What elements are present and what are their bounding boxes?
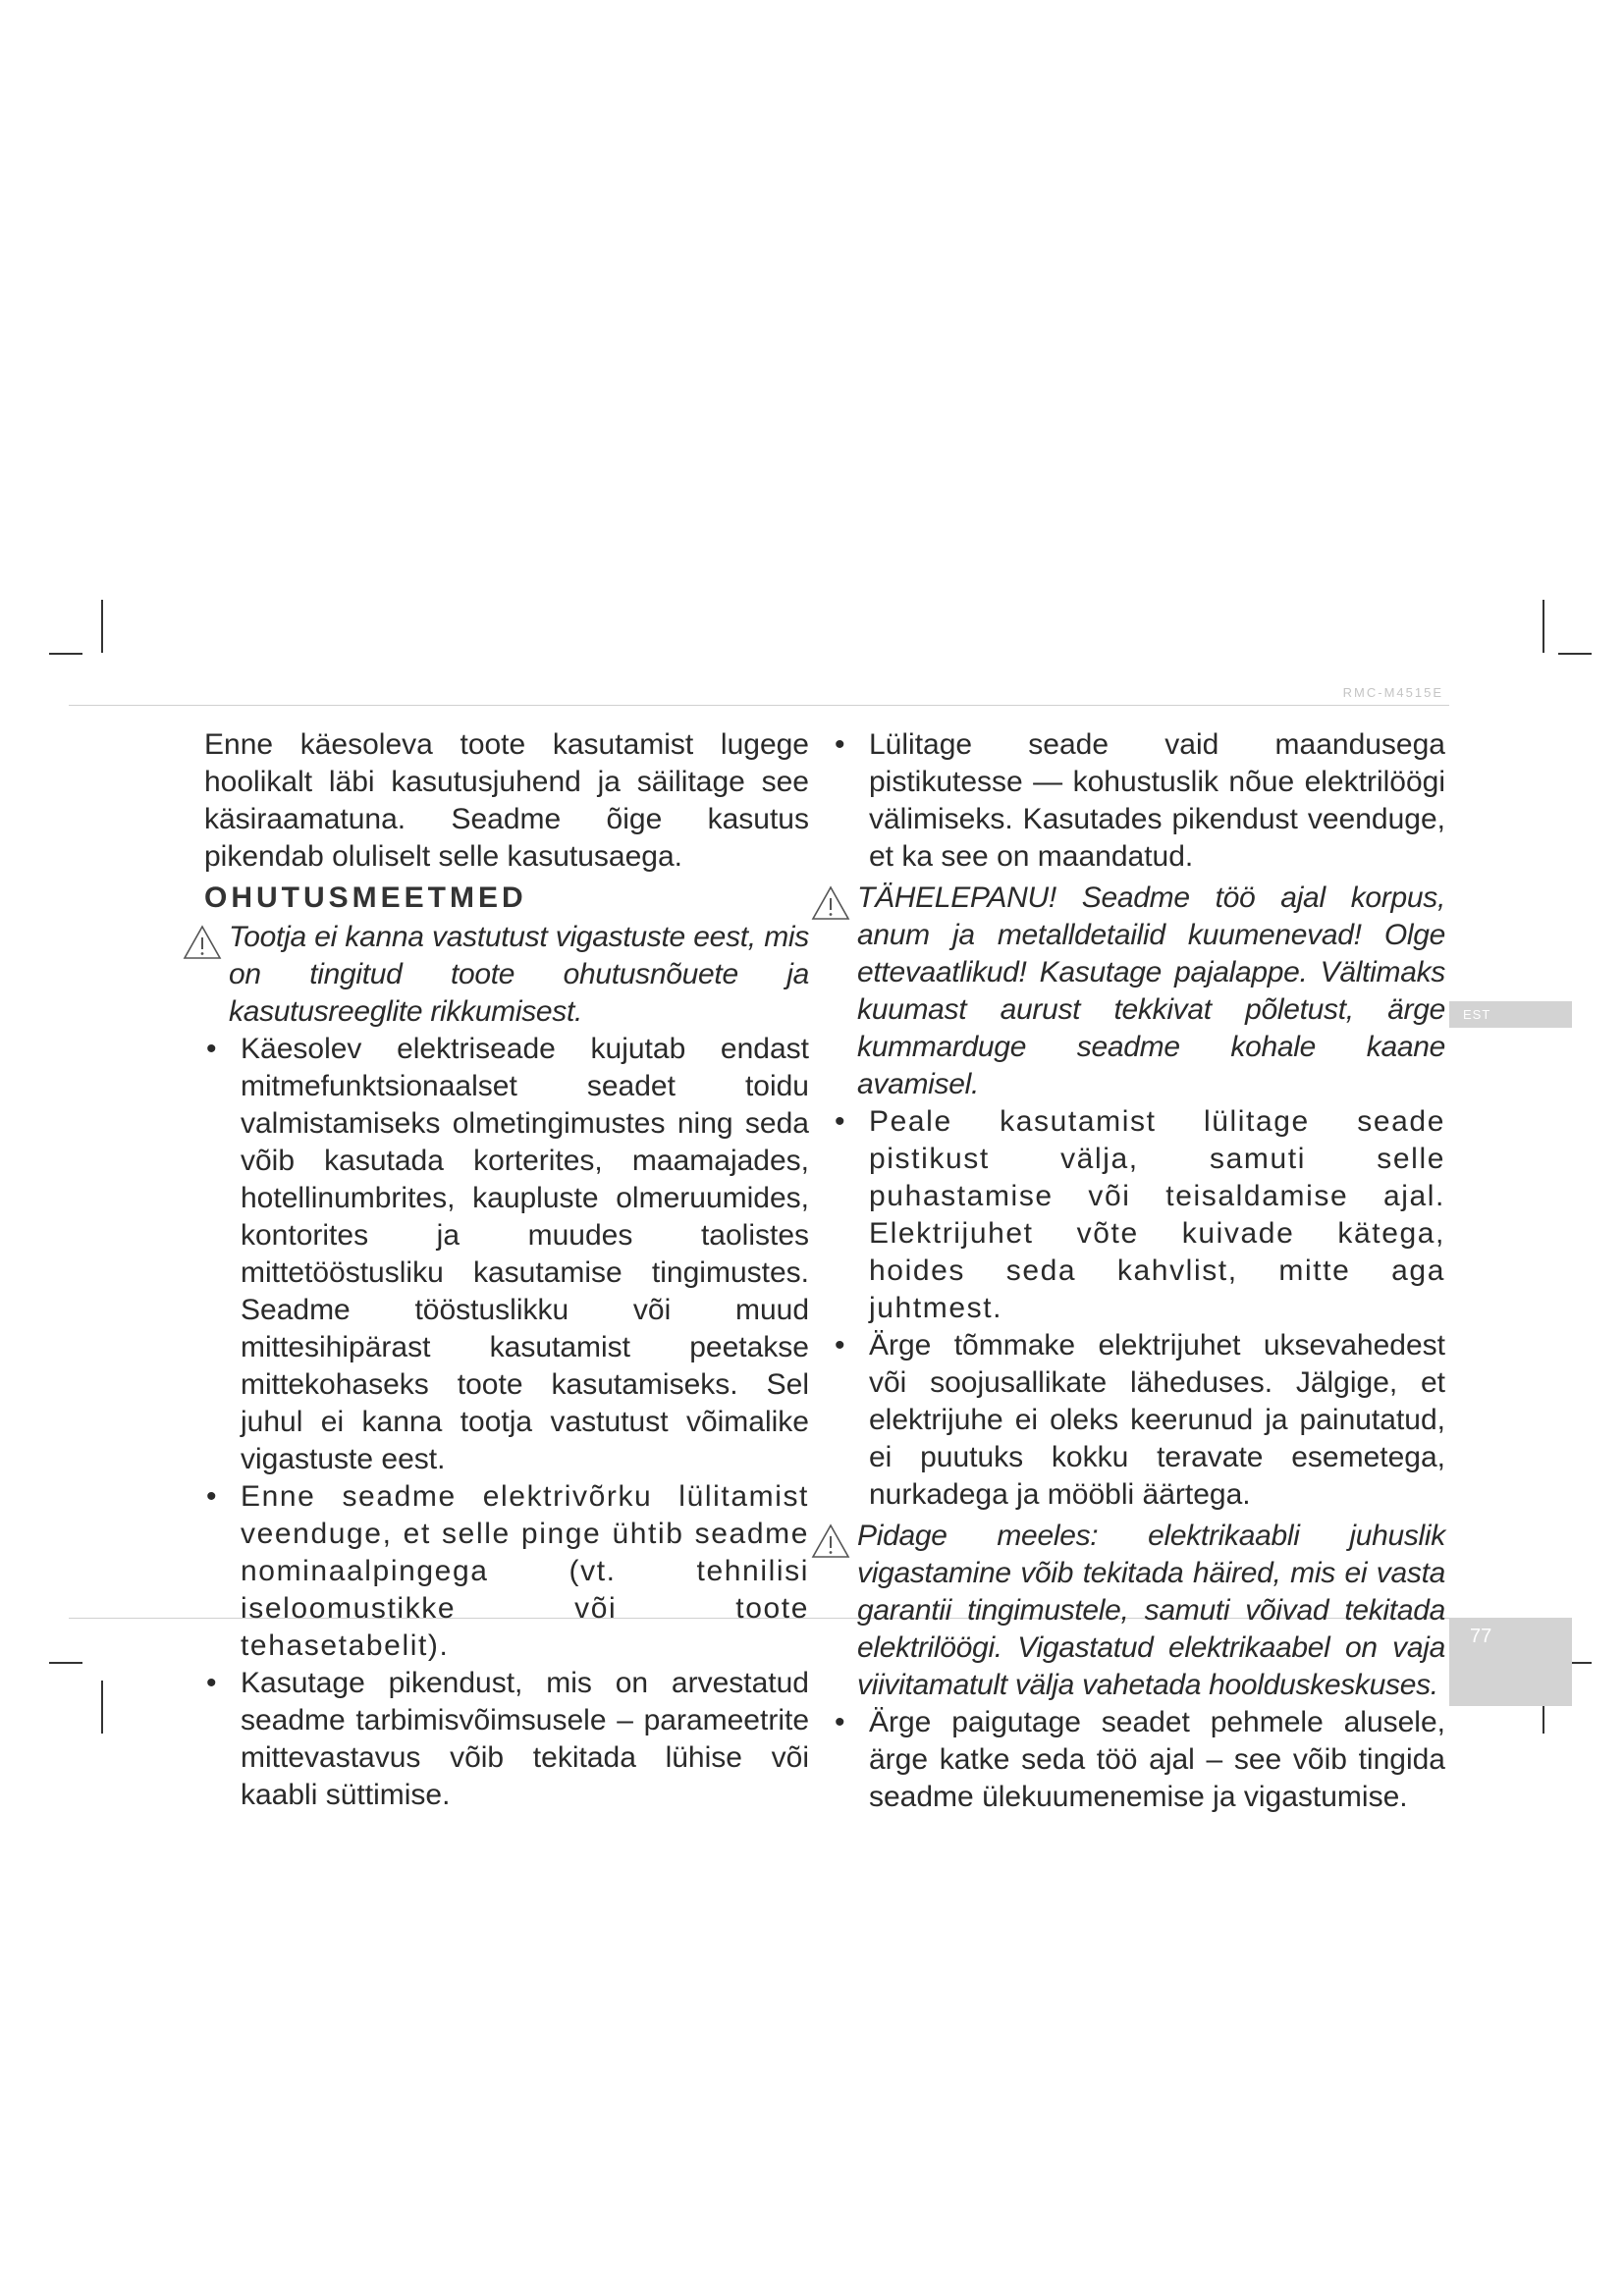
list-item [204, 1031, 809, 1478]
list-item-text: Enne seadme elektrivõrku lülitamist veenduge, et selle pinge ühtib seadme nominaalpingega (vt. tehnilisi iseloomustikke või toote tehasetabelit). [241, 1480, 809, 1662]
language-tab: EST [1449, 1001, 1572, 1028]
list-item-text: Ärge tõmmake elektrijuhet uksevahedest või soojusallikate läheduses. Jälgige, et elektrijuhe ei oleks keerunud ja painutatud, ei puutuks kokku teravate esemetega, nurkadega ja mööbli äärtega. [869, 1329, 1445, 1511]
bullet-icon: • [206, 1480, 219, 1513]
list-item-text: Lülitage seade vaid maandusega pistikutesse — kohustuslik nõue elektrilöögi välimiseks. Kasutades pikendust veenduge, et ka see on maandatud. [869, 728, 1445, 873]
list-item-text: Kasutage pikendust, mis on arvestatud seadme tarbimisvõimsusele – parameetrite mittevastavus võib tekitada lühise või kaabli süttimise. [241, 1667, 809, 1811]
list-item [833, 726, 1445, 876]
bullet-icon: • [206, 1033, 217, 1065]
warning-triangle-icon [811, 885, 850, 921]
list-item [204, 1665, 809, 1814]
crop-mark-bottom-left-vertical [101, 1681, 103, 1734]
bullet-icon: • [835, 1105, 847, 1138]
warning-text: Pidage meeles: elektrikaabli juhuslik vigastamine võib tekitada häired, mis ei vasta garantii tingimustele, samuti võivad tekitada elektrilöögi. Vigastatud elektrikaabel on vaja viivitamatult välja vahetada hoolduskeskuses. [857, 1520, 1445, 1701]
list-item [833, 1327, 1445, 1514]
safety-list-right-1 [833, 726, 1445, 876]
list-item [833, 1704, 1445, 1816]
right-column [833, 726, 1445, 1816]
warning-triangle-icon [183, 925, 222, 960]
bullet-icon: • [835, 1329, 845, 1362]
warning-note [183, 919, 809, 1031]
crop-mark-top-right-vertical [1543, 600, 1544, 653]
bullet-icon: • [835, 728, 845, 761]
warning-triangle-icon [811, 1523, 850, 1559]
list-item-text: Ärge paigutage seadet pehmele alusele, ärge katke seda töö ajal – see võib tingida seadme ülekuumenemise ja vigastumise. [869, 1706, 1445, 1813]
warning-note [811, 1518, 1445, 1704]
crop-mark-bottom-left-horizontal [49, 1662, 82, 1664]
safety-list-right-2 [833, 1103, 1445, 1514]
warning-text: Tootja ei kanna vastutust vigastuste eest, mis on tingitud toote ohutusnõuete ja kasutusreeglite rikkumisest. [229, 921, 809, 1028]
warning-text: TÄHELEPANU! Seadme töö ajal korpus, anum ja metalldetailid kuumenevad! Olge ettevaatlikud! Kasutage pajalappe. Vältimaks kuumast aurust tekkivat põletust, ärge kummarduge seadme kohale kaane avamisel. [857, 881, 1445, 1100]
header-rule [69, 705, 1449, 706]
left-column [204, 726, 809, 1814]
list-item-text: Peale kasutamist lülitage seade pistikust välja, samuti selle puhastamise või teisaldamise ajal. Elektrijuhet võte kuivade kätega, hoides seda kahvlist, mitte aga juhtmest. [869, 1105, 1445, 1324]
model-number: RMC-M4515E [1342, 685, 1443, 700]
safety-list-left [204, 1031, 809, 1814]
bullet-icon: • [835, 1706, 845, 1738]
warning-note [811, 880, 1445, 1103]
list-item [204, 1478, 809, 1665]
crop-mark-top-left-horizontal [49, 653, 82, 655]
list-item [833, 1103, 1445, 1327]
intro-paragraph: Enne käesoleva toote kasutamist lugege hoolikalt läbi kasutusjuhend ja säilitage see käsiraamatuna. Seadme õige kasutus pikendab oluliselt selle kasutusaega. [204, 728, 809, 873]
safety-list-right-3 [833, 1704, 1445, 1816]
crop-mark-top-right-horizontal [1558, 653, 1592, 655]
bullet-icon: • [206, 1667, 217, 1699]
page-number: 77 [1470, 1626, 1492, 1647]
page-number-box [1449, 1618, 1572, 1706]
section-heading: OHUTUSMEETMED [204, 881, 527, 914]
crop-mark-top-left-vertical [101, 600, 103, 653]
list-item-text: Käesolev elektriseade kujutab endast mitmefunktsionaalset seadet toidu valmistamiseks olmetingimustes ning seda võib kasutada korterites, maamajades, hotellinumbrites, kaupluste olmeruumides, kontorites ja muudes taolistes mittetööstusliku kasutamise tingimustes. Seadme tööstuslikku või muud mittesihipärast kasutamist peetakse mittekohaseks toote kasutamiseks. Sel juhul ei kanna tootja vastutust võimalike vigastuste eest. [241, 1033, 809, 1475]
